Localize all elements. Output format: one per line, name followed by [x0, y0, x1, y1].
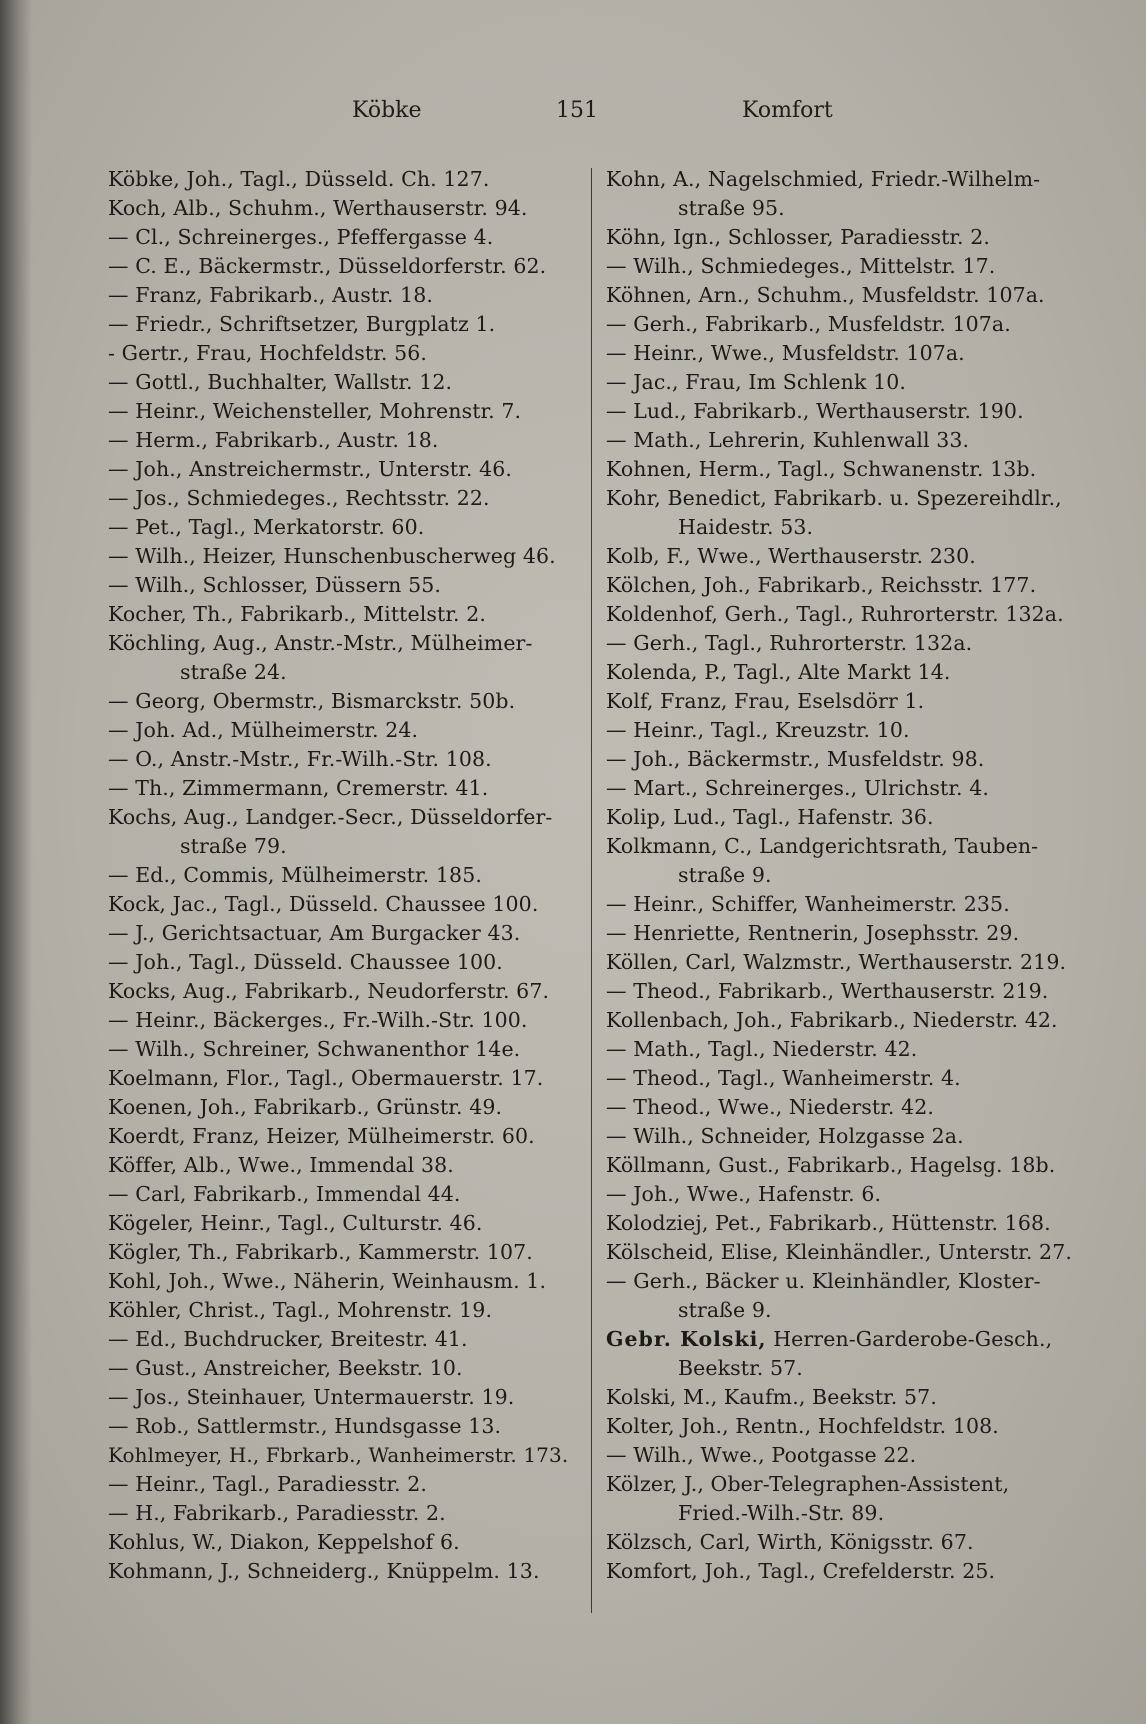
entry-continuation: Haidestr. 53.	[678, 515, 814, 539]
entry: — Wilh., Schmiedeges., Mittelstr. 17.	[606, 254, 996, 278]
entry: Kolb, F., Wwe., Werthauserstr. 230.	[606, 544, 976, 568]
firm-name: Gebr. Kolski,	[606, 1327, 767, 1351]
entry-continuation: Fried.-Wilh.-Str. 89.	[678, 1501, 885, 1525]
entry: — Theod., Tagl., Wanheimerstr. 4.	[606, 1066, 961, 1090]
entry: Köchling, Aug., Anstr.-Mstr., Mülheimer-	[108, 631, 533, 655]
entry: — Jos., Schmiedeges., Rechtsstr. 22.	[108, 486, 490, 510]
entry: — Wilh., Heizer, Hunschenbuscherweg 46.	[108, 544, 556, 568]
entry: Kohl, Joh., Wwe., Näherin, Weinhausm. 1.	[108, 1269, 547, 1293]
entry: — Cl., Schreinerges., Pfeffergasse 4.	[108, 225, 494, 249]
entry: — Heinr., Schiffer, Wanheimerstr. 235.	[606, 892, 1010, 916]
page-header	[0, 98, 1146, 138]
entry: — H., Fabrikarb., Paradiesstr. 2.	[108, 1501, 446, 1525]
entry: — Friedr., Schriftsetzer, Burgplatz 1.	[108, 312, 496, 336]
entry: Kolip, Lud., Tagl., Hafenstr. 36.	[606, 805, 934, 829]
entry: Kolf, Franz, Frau, Eselsdörr 1.	[606, 689, 925, 713]
entry-continuation: straße 9.	[678, 1298, 772, 1322]
entry: Kohmann, J., Schneiderg., Knüppelm. 13.	[108, 1559, 540, 1583]
entry: — Wilh., Wwe., Pootgasse 22.	[606, 1443, 917, 1467]
entry: Kolodziej, Pet., Fabrikarb., Hüttenstr. 168.	[606, 1211, 1051, 1235]
entry: Kohlus, W., Diakon, Keppelshof 6.	[108, 1530, 460, 1554]
entry: — Ed., Commis, Mülheimerstr. 185.	[108, 863, 482, 887]
entry: Kögeler, Heinr., Tagl., Culturstr. 46.	[108, 1211, 483, 1235]
entry: Kölzsch, Carl, Wirth, Königsstr. 67.	[606, 1530, 974, 1554]
entry: — Heinr., Weichensteller, Mohrenstr. 7.	[108, 399, 522, 423]
entry: — Mart., Schreinerges., Ulrichstr. 4.	[606, 776, 989, 800]
left-column	[108, 165, 578, 1586]
entry: — Heinr., Tagl., Kreuzstr. 10.	[606, 718, 910, 742]
entry: — O., Anstr.-Mstr., Fr.-Wilh.-Str. 108.	[108, 747, 492, 771]
entry: Kohlmeyer, H., Fbrkarb., Wanheimerstr. 173.	[108, 1443, 569, 1467]
column-divider	[591, 168, 592, 1613]
entry: — Heinr., Bäckerges., Fr.-Wilh.-Str. 100.	[108, 1008, 528, 1032]
entry: — Joh., Wwe., Hafenstr. 6.	[606, 1182, 882, 1206]
entry: Köhnen, Arn., Schuhm., Musfeldstr. 107a.	[606, 283, 1045, 307]
entry: Köffer, Alb., Wwe., Immendal 38.	[108, 1153, 454, 1177]
entry: Koerdt, Franz, Heizer, Mülheimerstr. 60.	[108, 1124, 535, 1148]
firm-description: Herren-Garderobe-Gesch.,	[773, 1327, 1053, 1351]
entry: Kocks, Aug., Fabrikarb., Neudorferstr. 67.	[108, 979, 550, 1003]
entry: — Georg, Obermstr., Bismarckstr. 50b.	[108, 689, 516, 713]
entry: Koenen, Joh., Fabrikarb., Grünstr. 49.	[108, 1095, 503, 1119]
entry: — Herm., Fabrikarb., Austr. 18.	[108, 428, 439, 452]
entry: — Wilh., Schneider, Holzgasse 2a.	[606, 1124, 964, 1148]
entry: — Henriette, Rentnerin, Josephsstr. 29.	[606, 921, 1020, 945]
header-left-catchword: Köbke	[352, 98, 422, 123]
entry-continuation: straße 9.	[678, 863, 772, 887]
entry: — Carl, Fabrikarb., Immendal 44.	[108, 1182, 461, 1206]
entry: — Jac., Frau, Im Schlenk 10.	[606, 370, 906, 394]
entry: — Franz, Fabrikarb., Austr. 18.	[108, 283, 433, 307]
entry: — Wilh., Schreiner, Schwanenthor 14e.	[108, 1037, 521, 1061]
entry: Koelmann, Flor., Tagl., Obermauerstr. 17.	[108, 1066, 544, 1090]
entry: — Wilh., Schlosser, Düssern 55.	[108, 573, 442, 597]
entry: Kollenbach, Joh., Fabrikarb., Niederstr. 42.	[606, 1008, 1058, 1032]
entry: Köllen, Carl, Walzmstr., Werthauserstr. 219.	[606, 950, 1067, 974]
binding-shadow	[0, 0, 32, 1724]
entry: — Ed., Buchdrucker, Breitestr. 41.	[108, 1327, 468, 1351]
entry: — Theod., Wwe., Niederstr. 42.	[606, 1095, 934, 1119]
entry: — Joh., Tagl., Düsseld. Chaussee 100.	[108, 950, 503, 974]
entry: — Heinr., Wwe., Musfeldstr. 107a.	[606, 341, 965, 365]
entry-continuation: straße 79.	[180, 834, 287, 858]
entry: Kohn, A., Nagelschmied, Friedr.-Wilhelm-	[606, 167, 1041, 191]
entry: — Math., Lehrerin, Kuhlenwall 33.	[606, 428, 970, 452]
entry-advertisement	[606, 1325, 1086, 1354]
entry: — Joh. Ad., Mülheimerstr. 24.	[108, 718, 419, 742]
entry: — Pet., Tagl., Merkatorstr. 60.	[108, 515, 425, 539]
entry: Kölchen, Joh., Fabrikarb., Reichsstr. 177.	[606, 573, 1037, 597]
entry: Kolkmann, C., Landgerichtsrath, Tauben-	[606, 834, 1039, 858]
entry: — Gerh., Tagl., Ruhrorterstr. 132a.	[606, 631, 973, 655]
entry: — Gottl., Buchhalter, Wallstr. 12.	[108, 370, 453, 394]
entry: Koldenhof, Gerh., Tagl., Ruhrorterstr. 132a.	[606, 602, 1064, 626]
entry: Köhn, Ign., Schlosser, Paradiesstr. 2.	[606, 225, 991, 249]
entry: — Th., Zimmermann, Cremerstr. 41.	[108, 776, 489, 800]
entry: — Joh., Anstreichermstr., Unterstr. 46.	[108, 457, 512, 481]
entry: — Rob., Sattlermstr., Hundsgasse 13.	[108, 1414, 502, 1438]
entry: Kohr, Benedict, Fabrikarb. u. Spezereihdlr.,	[606, 486, 1062, 510]
entry: Koch, Alb., Schuhm., Werthauserstr. 94.	[108, 196, 528, 220]
entry: — C. E., Bäckermstr., Düsseldorferstr. 62.	[108, 254, 547, 278]
entry-continuation: straße 95.	[678, 196, 785, 220]
entry: Kock, Jac., Tagl., Düsseld. Chaussee 100.	[108, 892, 539, 916]
entry: — Theod., Fabrikarb., Werthauserstr. 219.	[606, 979, 1049, 1003]
entry: Komfort, Joh., Tagl., Crefelderstr. 25.	[606, 1559, 996, 1583]
entry: Kolenda, P., Tagl., Alte Markt 14.	[606, 660, 951, 684]
entry: - Gertr., Frau, Hochfeldstr. 56.	[108, 341, 428, 365]
entry: — Gerh., Bäcker u. Kleinhändler, Kloster-	[606, 1269, 1041, 1293]
entry: — Jos., Steinhauer, Untermauerstr. 19.	[108, 1385, 515, 1409]
header-right-catchword: Komfort	[742, 98, 833, 123]
entry: Kochs, Aug., Landger.-Secr., Düsseldorfer-	[108, 805, 553, 829]
entry: Kölzer, J., Ober-Telegraphen-Assistent,	[606, 1472, 1010, 1496]
entry: Kolter, Joh., Rentn., Hochfeldstr. 108.	[606, 1414, 999, 1438]
entry: — Gust., Anstreicher, Beekstr. 10.	[108, 1356, 463, 1380]
entry: — Gerh., Fabrikarb., Musfeldstr. 107a.	[606, 312, 1011, 336]
entry: Köhler, Christ., Tagl., Mohrenstr. 19.	[108, 1298, 493, 1322]
entry: Kögler, Th., Fabrikarb., Kammerstr. 107.	[108, 1240, 533, 1264]
page-number: 151	[556, 98, 598, 123]
entry: — J., Gerichtsactuar, Am Burgacker 43.	[108, 921, 521, 945]
entry: Kolski, M., Kaufm., Beekstr. 57.	[606, 1385, 937, 1409]
entry: Kölscheid, Elise, Kleinhändler., Unterstr. 27.	[606, 1240, 1072, 1264]
entry: — Math., Tagl., Niederstr. 42.	[606, 1037, 918, 1061]
entry: Kocher, Th., Fabrikarb., Mittelstr. 2.	[108, 602, 486, 626]
entry: Köbke, Joh., Tagl., Düsseld. Ch. 127.	[108, 167, 490, 191]
entry: — Joh., Bäckermstr., Musfeldstr. 98.	[606, 747, 985, 771]
entry: Kohnen, Herm., Tagl., Schwanenstr. 13b.	[606, 457, 1037, 481]
entry-continuation: straße 24.	[180, 660, 287, 684]
entry: — Lud., Fabrikarb., Werthauserstr. 190.	[606, 399, 1024, 423]
entry: — Heinr., Tagl., Paradiesstr. 2.	[108, 1472, 427, 1496]
entry-continuation: Beekstr. 57.	[678, 1356, 803, 1380]
right-column	[606, 165, 1086, 1586]
entry: Köllmann, Gust., Fabrikarb., Hagelsg. 18b.	[606, 1153, 1056, 1177]
